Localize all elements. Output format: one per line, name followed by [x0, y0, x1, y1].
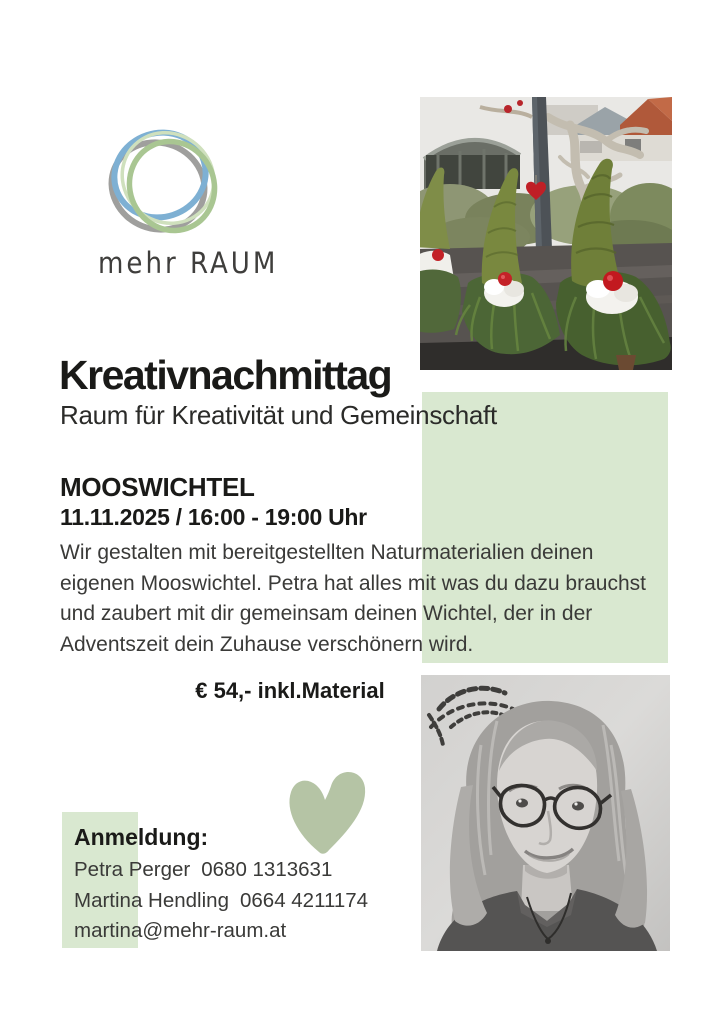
description-line: und zaubert mit dir gemeinsam deinen Wichtel, der in der	[60, 602, 593, 625]
contact-email: martina@mehr-raum.at	[74, 919, 287, 942]
description-line: eigenen Mooswichtel. Petra hat alles mit was du dazu brauchst	[60, 571, 646, 595]
description-line: Wir gestalten mit bereitgestellten Naturmaterialien deinen	[60, 541, 594, 564]
logo-wordmark: mehr RAUM	[98, 246, 279, 280]
mehr-raum-logo-icon	[100, 118, 230, 248]
description-line: Adventszeit dein Zuhause verschönern wird.	[60, 632, 474, 656]
event-datetime: 11.11.2025 / 16:00 - 19:00 Uhr	[60, 504, 367, 530]
contact-name: Petra Perger	[74, 858, 191, 881]
contact-phone: 0664 4211174	[239, 888, 369, 912]
petra-portrait-photo	[421, 675, 670, 951]
event-subtitle: Raum für Kreativität und Gemeinschaft	[60, 400, 497, 430]
contact-row	[74, 886, 368, 917]
workshop-name: MOOSWICHTEL	[60, 472, 255, 502]
contact-phone: 0680 1313631	[201, 858, 333, 881]
event-price: € 54,- inkl.Material	[195, 678, 385, 703]
registration-block	[74, 824, 368, 947]
event-title: Kreativnachmittag	[59, 352, 392, 398]
registration-heading: Anmeldung:	[74, 824, 209, 850]
contact-name: Martina Hendling	[74, 888, 229, 912]
contact-row	[74, 855, 368, 886]
mooswichtel-photo	[420, 97, 672, 370]
event-description	[60, 538, 690, 660]
